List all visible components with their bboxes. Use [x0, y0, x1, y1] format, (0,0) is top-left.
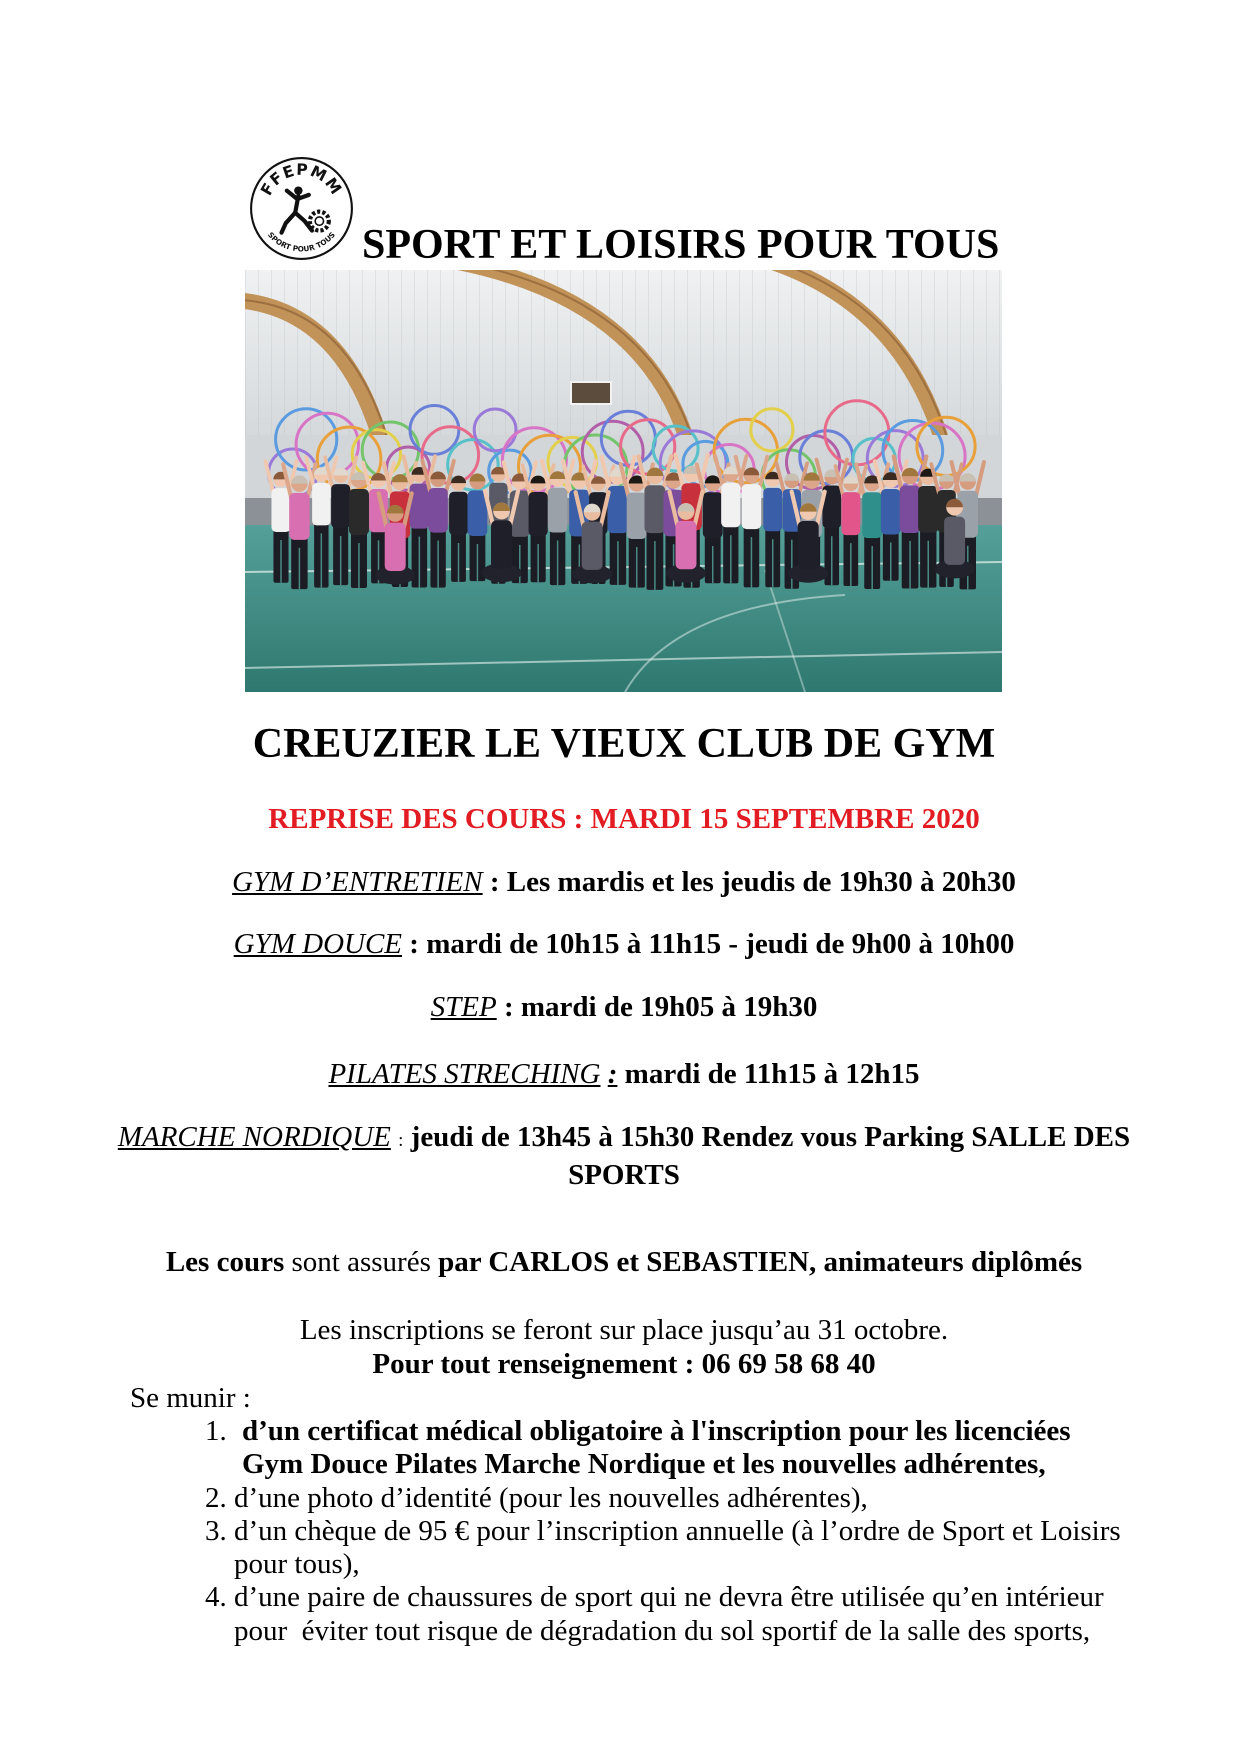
person-torso	[742, 484, 762, 529]
schedule-pilates	[108, 1057, 1140, 1091]
requirements-list	[0, 1415, 1240, 1648]
instructors-line	[108, 1245, 1140, 1279]
list-text: d’un chèque de 95 € pour l’inscription annuelle (à l’ordre de Sport et Loisirs pour tous),	[234, 1514, 1128, 1581]
course-times: mardi de 10h15 à 11h15 - jeudi de 9h00 à 10h00	[426, 928, 1015, 960]
person-torso	[627, 493, 647, 539]
list-number: 4.	[205, 1581, 227, 1614]
group-photo	[245, 270, 1002, 692]
course-separator: :	[489, 866, 500, 898]
basketball-backboard	[571, 382, 611, 404]
list-item	[0, 1515, 1240, 1582]
course-times: jeudi de 13h45 à 15h30 Rendez vous Parking SALLE DES SPORTS	[410, 1121, 1131, 1191]
reprise-date: REPRISE DES COURS : MARDI 15 SEPTEMBRE 2020	[268, 803, 980, 835]
logo-bottom-text-path: SPORT POUR TOUS	[265, 230, 338, 254]
course-separator: :	[503, 991, 514, 1023]
person-torso	[676, 521, 697, 569]
logo-top-text-path: FFEPMM	[256, 159, 347, 199]
person-torso	[529, 492, 548, 536]
person-torso	[703, 492, 723, 538]
person-torso	[645, 485, 666, 533]
person-torso	[763, 488, 782, 531]
person-torso	[548, 488, 567, 533]
person-torso	[608, 486, 629, 533]
registration-info	[108, 1313, 1140, 1381]
list-number: 1.	[205, 1415, 227, 1447]
schedule-step	[108, 990, 1140, 1024]
course-name: MARCHE NORDIQUE	[117, 1121, 391, 1153]
list-item	[0, 1415, 1240, 1482]
list-item	[0, 1581, 1240, 1648]
person-torso	[449, 492, 468, 535]
instructors-part-2: sont assurés	[291, 1246, 431, 1278]
person-torso	[410, 484, 430, 529]
person-torso	[918, 486, 938, 533]
person-torso	[582, 522, 603, 570]
contact-phone: Pour tout renseignement : 06 69 58 68 40	[372, 1348, 876, 1380]
person-torso	[331, 484, 350, 528]
person-torso	[900, 485, 921, 533]
person	[763, 472, 782, 587]
list-number: 3.	[205, 1514, 227, 1547]
person-torso	[428, 488, 447, 533]
list-number: 2.	[205, 1481, 227, 1514]
ffepmm-logo	[249, 156, 354, 261]
person-torso	[385, 523, 406, 571]
list-text: d’une photo d’identité (pour les nouvelles adhérentes),	[234, 1481, 868, 1514]
person-torso	[491, 520, 512, 568]
schedule-marche-nordique	[108, 1120, 1140, 1192]
course-separator: :	[398, 1130, 404, 1151]
list-text: d’un certificat médical obligatoire à l'inscription pour les licenciées Gym Douce Pilates Marche Nordique et les nouvelles adhérentes,	[242, 1415, 1078, 1481]
instructors-part-3: par CARLOS et SEBASTIEN, animateurs diplômés	[438, 1246, 1083, 1278]
club-title: CREUZIER LE VIEUX CLUB DE GYM	[252, 721, 996, 767]
course-times: mardi de 11h15 à 12h15	[624, 1058, 920, 1090]
person-torso	[721, 483, 740, 527]
course-name: GYM DOUCE	[233, 928, 403, 960]
instructors-part-1: Les cours	[165, 1246, 285, 1278]
course-name: STEP	[430, 991, 497, 1023]
person-torso	[944, 517, 965, 565]
course-separator: :	[409, 928, 419, 960]
person-torso	[881, 489, 901, 535]
person-torso	[349, 489, 369, 535]
requirements-intro: Se munir :	[130, 1382, 251, 1414]
page-title: SPORT ET LOISIRS POUR TOUS	[362, 222, 1000, 268]
course-separator: :	[607, 1058, 618, 1090]
person-torso	[798, 521, 819, 569]
person-torso	[271, 488, 290, 532]
person-torso	[841, 492, 860, 535]
list-text: d’une paire de chaussures de sport qui ne devra être utilisée qu’en intérieur pour éviter tout risque de dégradation du sol sportif de la salle des sports,	[234, 1581, 1111, 1647]
person-torso	[862, 492, 882, 538]
course-name: GYM D’ENTRETIEN	[232, 866, 483, 898]
schedule-gym-douce	[108, 927, 1140, 961]
course-times: mardi de 19h05 à 19h30	[520, 991, 818, 1023]
course-name: PILATES STRECHING	[328, 1058, 601, 1090]
person-torso	[289, 493, 309, 540]
course-times: Les mardis et les jeudis de 19h30 à 20h30	[506, 866, 1016, 898]
person-torso	[312, 483, 330, 525]
list-item	[0, 1482, 1240, 1515]
registration-note: Les inscriptions se feront sur place jusqu’au 31 octobre.	[299, 1314, 949, 1346]
schedule-gym-entretien	[108, 865, 1140, 899]
